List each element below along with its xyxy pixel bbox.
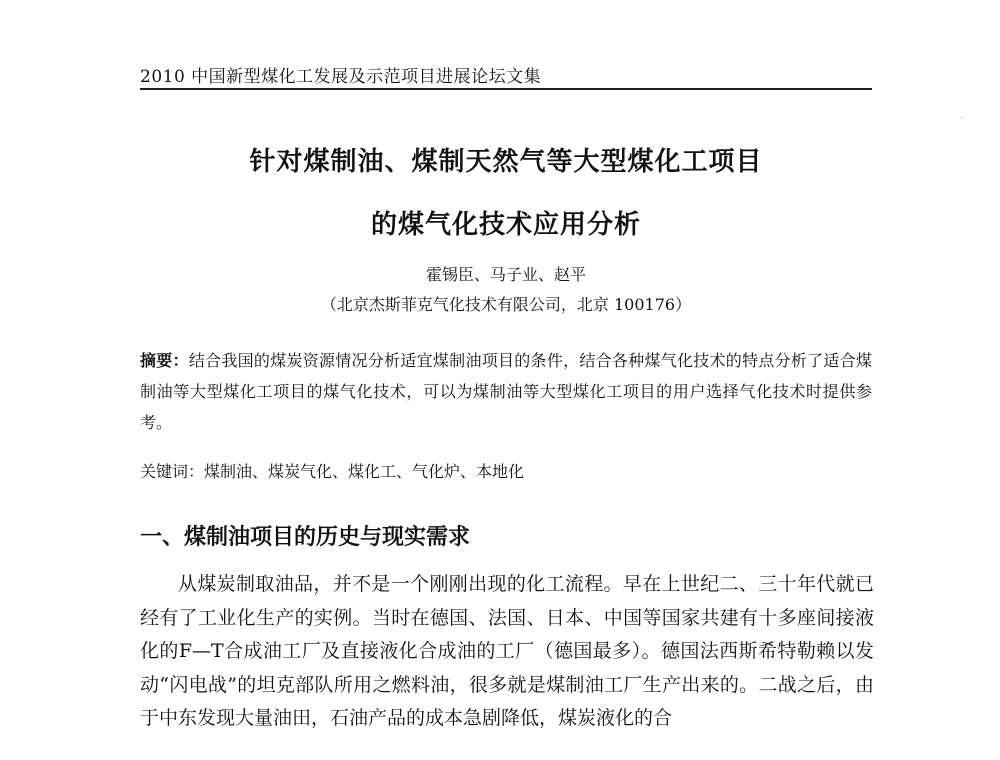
keywords-text: 煤制油、煤炭气化、煤化工、气化炉、本地化 [204, 462, 525, 481]
header-rule [140, 88, 872, 90]
scan-mark: · [960, 113, 964, 124]
section-heading: 一、煤制油项目的历史与现实需求 [140, 525, 471, 550]
paper-title-line-1: 针对煤制油、煤制天然气等大型煤化工项目 [249, 147, 763, 177]
abstract-label: 摘要： [140, 351, 189, 370]
abstract-text: 结合我国的煤炭资源情况分析适宜煤制油项目的条件，结合各种煤气化技术的特点分析了适合煤制油等大型煤化工项目的煤气化技术，可以为煤制油等大型煤化工项目的用户选择气化技术时提供参考。 [140, 351, 872, 432]
abstract [140, 345, 872, 438]
paper-title-line-2: 的煤气化技术应用分析 [370, 210, 641, 240]
body-paragraph: 从煤炭制取油品，并不是一个刚刚出现的化工流程。早在上世纪二、三十年代就已经有了工业化生产的实例。当时在德国、法国、日本、中国等国家共建有十多座间接液化的F—T合成油工厂及直接液化合成油的工厂（德国最多）。德国法西斯希特勒赖以发动“闪电战”的坦克部队所用之燃料油，很多就是煤制油工厂生产出来的。二战之后，由于中东发现大量油田，石油产品的成本急剧降低，煤炭液化的合 [140, 573, 874, 729]
authors: 霍锡臣、马子业、赵平 [425, 265, 586, 284]
affiliation: （北京杰斯菲克气化技术有限公司，北京 100176） [320, 295, 692, 314]
keywords-label: 关键词： [140, 462, 205, 481]
keywords [140, 459, 872, 482]
running-header: 2010 中国新型煤化工发展及示范项目进展论坛文集 [140, 67, 542, 87]
